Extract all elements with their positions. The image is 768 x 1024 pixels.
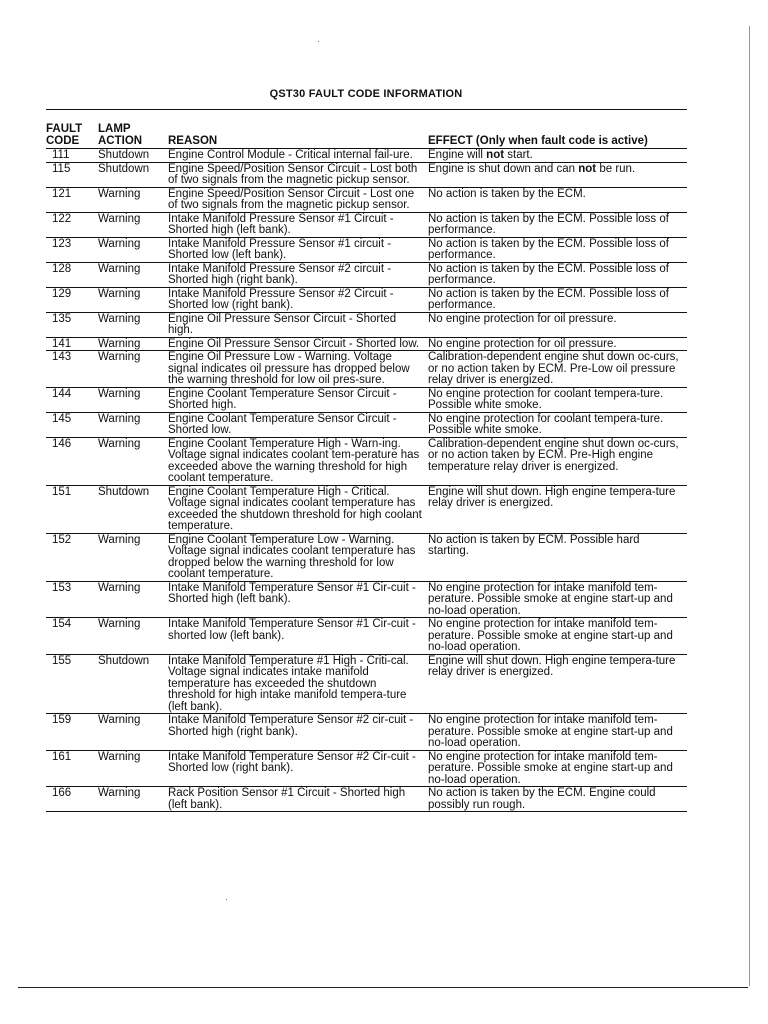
fault-code-cell: 128: [46, 262, 98, 287]
effect-cell: No action is taken by the ECM.: [428, 187, 687, 212]
table-row: [46, 337, 687, 351]
lamp-action-cell: Shutdown: [98, 654, 168, 714]
reason-cell: Engine Speed/Position Sensor Circuit - Lost one of two signals from the magnetic pickup sensor.: [168, 187, 428, 212]
reason-cell: Engine Control Module - Critical internal fail-ure.: [168, 149, 428, 163]
fault-code-table-container: [46, 109, 687, 812]
header-fault-code-line2: CODE: [46, 134, 80, 147]
lamp-action-cell: Warning: [98, 533, 168, 581]
reason-cell: Intake Manifold Temperature Sensor #1 Cir-cuit - Shorted high (left bank).: [168, 581, 428, 618]
fault-code-cell: 151: [46, 485, 98, 533]
header-fault-code: [46, 110, 98, 149]
lamp-action-cell: Warning: [98, 387, 168, 412]
fault-code-cell: 144: [46, 387, 98, 412]
reason-cell: Engine Coolant Temperature High - Critical. Voltage signal indicates coolant temperature has exceeded the shutdown threshold for high coolant temperature.: [168, 485, 428, 533]
header-lamp-action: [98, 110, 168, 149]
effect-cell: No action is taken by the ECM. Possible loss of performance.: [428, 237, 687, 262]
reason-cell: Engine Coolant Temperature High - Warn-ing. Voltage signal indicates coolant tem-perature has exceeded above the warning threshold for high coolant temperature.: [168, 437, 428, 485]
fault-code-cell: 152: [46, 533, 98, 581]
effect-cell: Engine will shut down. High engine tempera-ture relay driver is energized.: [428, 485, 687, 533]
page-title: QST30 FAULT CODE INFORMATION: [269, 88, 463, 100]
reason-cell: Intake Manifold Temperature Sensor #2 cir-cuit - Shorted high (right bank).: [168, 714, 428, 751]
effect-cell: No engine protection for oil pressure.: [428, 337, 687, 351]
lamp-action-cell: Warning: [98, 237, 168, 262]
lamp-action-cell: Warning: [98, 337, 168, 351]
table-row: [46, 262, 687, 287]
table-row: [46, 412, 687, 437]
header-effect: EFFECT (Only when fault code is active): [428, 110, 687, 149]
fault-code-cell: 159: [46, 714, 98, 751]
lamp-action-cell: Warning: [98, 312, 168, 337]
lamp-action-cell: Warning: [98, 412, 168, 437]
table-header: [46, 110, 687, 149]
table-row: [46, 312, 687, 337]
table-row: [46, 750, 687, 787]
effect-cell: Engine will not start.: [428, 149, 687, 163]
table-row: [46, 387, 687, 412]
lamp-action-cell: Shutdown: [98, 149, 168, 163]
effect-cell: No engine protection for intake manifold tem-perature. Possible smoke at engine start-up and no-load operation.: [428, 714, 687, 751]
fault-code-cell: 123: [46, 237, 98, 262]
table-row: [46, 212, 687, 237]
reason-cell: Intake Manifold Temperature Sensor #1 Cir-cuit - shorted low (left bank).: [168, 618, 428, 655]
fault-code-table: [46, 109, 687, 812]
reason-cell: Engine Coolant Temperature Sensor Circuit - Shorted low.: [168, 412, 428, 437]
reason-cell: Engine Coolant Temperature Low - Warning. Voltage signal indicates coolant temperature has dropped below the warning threshold for low coolant temperature.: [168, 533, 428, 581]
lamp-action-cell: Warning: [98, 212, 168, 237]
lamp-action-cell: Warning: [98, 437, 168, 485]
effect-cell: No action is taken by ECM. Possible hard starting.: [428, 533, 687, 581]
reason-cell: Engine Oil Pressure Sensor Circuit - Shorted low.: [168, 337, 428, 351]
table-row: [46, 351, 687, 388]
lamp-action-cell: Warning: [98, 287, 168, 312]
table-row: [46, 437, 687, 485]
table-row: [46, 787, 687, 812]
effect-cell: No engine protection for intake manifold tem-perature. Possible smoke at engine start-up and no-load operation.: [428, 618, 687, 655]
table-row: [46, 149, 687, 163]
table-row: [46, 654, 687, 714]
lamp-action-cell: Warning: [98, 187, 168, 212]
table-row: [46, 581, 687, 618]
fault-code-cell: 153: [46, 581, 98, 618]
effect-cell: No engine protection for intake manifold tem-perature. Possible smoke at engine start-up and no-load operation.: [428, 581, 687, 618]
table-body: [46, 149, 687, 812]
table-row: [46, 187, 687, 212]
fault-code-cell: 166: [46, 787, 98, 812]
fault-code-cell: 121: [46, 187, 98, 212]
effect-cell: Calibration-dependent engine shut down oc-curs, or no action taken by ECM. Pre-High engine temperature relay driver is energized.: [428, 437, 687, 485]
fault-code-cell: 154: [46, 618, 98, 655]
effect-cell: No action is taken by the ECM. Possible loss of performance.: [428, 212, 687, 237]
fault-code-cell: 146: [46, 437, 98, 485]
bottom-rule: [18, 987, 748, 988]
table-row: [46, 533, 687, 581]
reason-cell: Engine Oil Pressure Sensor Circuit - Shorted high.: [168, 312, 428, 337]
reason-cell: Engine Coolant Temperature Sensor Circuit - Shorted high.: [168, 387, 428, 412]
effect-cell: Engine is shut down and can not be run.: [428, 162, 687, 187]
fault-code-cell: 141: [46, 337, 98, 351]
lamp-action-cell: Shutdown: [98, 162, 168, 187]
fault-code-cell: 122: [46, 212, 98, 237]
reason-cell: Engine Oil Pressure Low - Warning. Voltage signal indicates oil pressure has dropped below the warning threshold for low oil pres-sure.: [168, 351, 428, 388]
effect-cell: No engine protection for intake manifold tem-perature. Possible smoke at engine start-up and no-load operation.: [428, 750, 687, 787]
effect-cell: No engine protection for coolant tempera-ture. Possible white smoke.: [428, 387, 687, 412]
lamp-action-cell: Warning: [98, 750, 168, 787]
table-row: [46, 162, 687, 187]
fault-code-cell: 111: [46, 149, 98, 163]
fault-code-cell: 135: [46, 312, 98, 337]
fault-code-cell: 143: [46, 351, 98, 388]
header-lamp-action-line2: ACTION: [98, 134, 143, 147]
lamp-action-cell: Warning: [98, 351, 168, 388]
fault-code-cell: 129: [46, 287, 98, 312]
effect-cell: No action is taken by the ECM. Possible loss of performance.: [428, 287, 687, 312]
effect-cell: No engine protection for oil pressure.: [428, 312, 687, 337]
table-row: [46, 287, 687, 312]
reason-cell: Rack Position Sensor #1 Circuit - Shorted high (left bank).: [168, 787, 428, 812]
reason-cell: Intake Manifold Pressure Sensor #1 Circuit - Shorted high (left bank).: [168, 212, 428, 237]
effect-cell: No action is taken by the ECM. Possible loss of performance.: [428, 262, 687, 287]
reason-cell: Intake Manifold Temperature #1 High - Criti-cal. Voltage signal indicates intake manifold temperature has exceeded the shutdown threshold for high intake manifold tempera-ture (left bank).: [168, 654, 428, 714]
lamp-action-cell: Shutdown: [98, 485, 168, 533]
table-row: [46, 237, 687, 262]
effect-cell: Calibration-dependent engine shut down oc-curs, or no action taken by ECM. Pre-Low oil pressure relay driver is energized.: [428, 351, 687, 388]
lamp-action-cell: Warning: [98, 787, 168, 812]
fault-code-cell: 161: [46, 750, 98, 787]
reason-cell: Intake Manifold Pressure Sensor #2 circuit - Shorted high (right bank).: [168, 262, 428, 287]
lamp-action-cell: Warning: [98, 262, 168, 287]
scan-speck: [318, 41, 319, 42]
table-row: [46, 618, 687, 655]
table-row: [46, 485, 687, 533]
reason-cell: Intake Manifold Temperature Sensor #2 Cir-cuit - Shorted low (right bank).: [168, 750, 428, 787]
fault-code-cell: 155: [46, 654, 98, 714]
reason-cell: Intake Manifold Pressure Sensor #2 Circuit - Shorted low (right bank).: [168, 287, 428, 312]
lamp-action-cell: Warning: [98, 618, 168, 655]
lamp-action-cell: Warning: [98, 581, 168, 618]
reason-cell: Engine Speed/Position Sensor Circuit - Lost both of two signals from the magnetic pickup sensor.: [168, 162, 428, 187]
page-edge-rule: [749, 26, 750, 986]
header-row: [46, 110, 687, 149]
effect-cell: No action is taken by the ECM. Engine could possibly run rough.: [428, 787, 687, 812]
table-row: [46, 714, 687, 751]
lamp-action-cell: Warning: [98, 714, 168, 751]
effect-cell: No engine protection for coolant tempera-ture. Possible white smoke.: [428, 412, 687, 437]
scan-speck: [226, 899, 227, 900]
effect-cell: Engine will shut down. High engine tempera-ture relay driver is energized.: [428, 654, 687, 714]
fault-code-cell: 115: [46, 162, 98, 187]
reason-cell: Intake Manifold Pressure Sensor #1 circuit - Shorted low (left bank).: [168, 237, 428, 262]
fault-code-cell: 145: [46, 412, 98, 437]
header-reason: REASON: [168, 110, 428, 149]
header-lamp-action-line1: LAMP: [98, 123, 131, 135]
header-fault-code-line1: FAULT: [46, 123, 83, 135]
